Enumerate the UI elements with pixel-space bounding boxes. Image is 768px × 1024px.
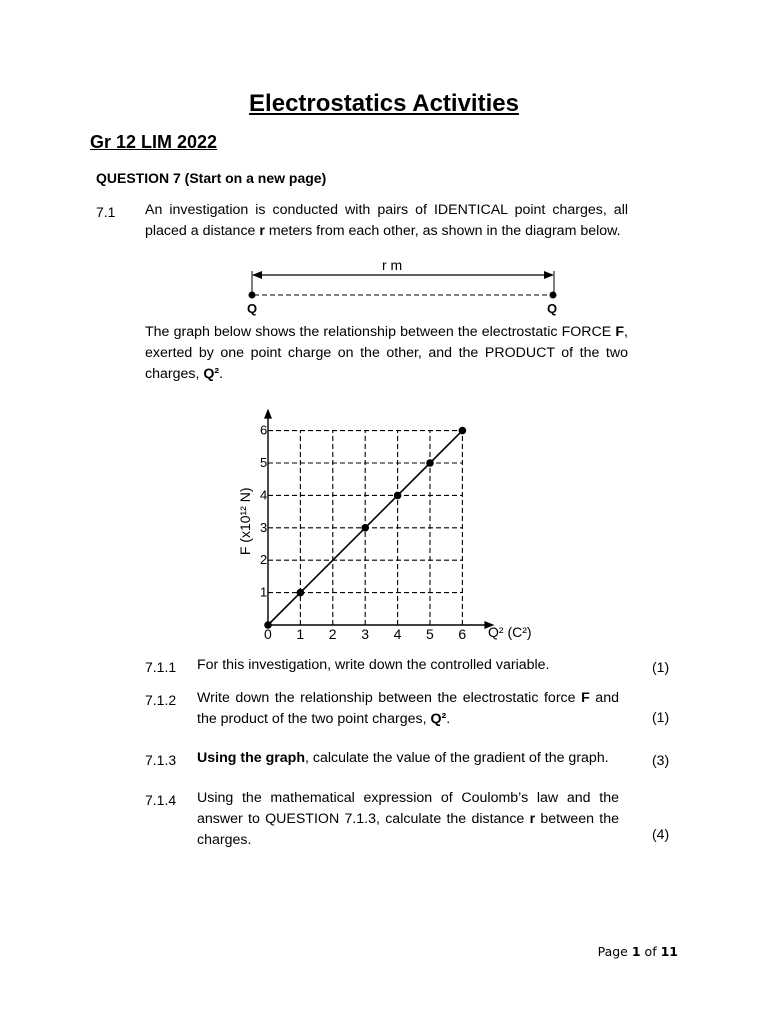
- intro-text-end: meters from each other, as shown in the diagram below.: [264, 223, 621, 239]
- question-7-1-intro: [145, 200, 628, 242]
- force-vs-charge-graph: [230, 395, 570, 650]
- x-tick-label: 6: [458, 626, 467, 642]
- left-charge-dot: [249, 292, 256, 299]
- y-axis-label: F (x10¹² N): [237, 487, 253, 556]
- x-tick-label: 1: [296, 626, 305, 642]
- marks-7-1-1: (1): [652, 659, 670, 675]
- subquestion-7-1-3-text: [197, 748, 627, 769]
- sq2-Q: Q²: [430, 711, 447, 727]
- sq4-text: Using the mathematical expression of Coulomb’s law and the answer to QUESTION 7.1.3, calculate the distance: [197, 790, 619, 827]
- subquestion-7-1-1-text: For this investigation, write down the controlled variable.: [197, 657, 550, 673]
- y-tick-label: 1: [260, 584, 268, 600]
- intro-text: An investigation is conducted with pairs of IDENTICAL point charges, all placed a distance: [145, 202, 628, 239]
- marks-7-1-2: (1): [652, 709, 670, 725]
- sq2-text-end: .: [446, 711, 451, 727]
- sq2-text: Write down the relationship between the electrostatic force: [197, 690, 582, 706]
- x-tick-label: 3: [361, 626, 369, 642]
- arrow-head-left: [252, 271, 262, 279]
- footer-total-pages: 11: [660, 944, 678, 959]
- sq3-bold-lead: Using the graph: [197, 750, 305, 766]
- subquestion-number-7-1-1: 7.1.1: [145, 659, 177, 675]
- y-tick-label: 4: [260, 487, 268, 503]
- footer-page-word: Page: [597, 944, 628, 959]
- data-point: [394, 492, 402, 500]
- marks-7-1-4: (4): [652, 826, 670, 842]
- subquestion-7-1-4-text: [197, 788, 619, 851]
- graph-desc-text: The graph below shows the relationship between the electrostatic FORCE: [145, 324, 616, 340]
- left-charge-label: Q: [247, 301, 258, 316]
- charges-diagram: [240, 255, 570, 320]
- graph-description: [145, 322, 628, 385]
- chart-axes: [264, 409, 494, 629]
- x-axis-label: Q² (C²): [488, 624, 532, 640]
- chart-ticks: [260, 423, 466, 642]
- y-tick-label: 6: [260, 422, 268, 438]
- sq4-r: r: [529, 811, 536, 827]
- data-point: [459, 427, 467, 435]
- question-heading: QUESTION 7 (Start on a new page): [96, 170, 327, 186]
- subquestion-number-7-1-3: 7.1.3: [145, 752, 177, 768]
- question-number-7-1: 7.1: [96, 204, 116, 220]
- page-subtitle: Gr 12 LIM 2022: [90, 132, 218, 152]
- graph-desc-text-mid: , exerted by one point charge on the other, and the PRODUCT of the two charges,: [145, 324, 628, 382]
- y-axis-arrow: [264, 409, 272, 419]
- subquestion-number-7-1-2: 7.1.2: [145, 692, 177, 708]
- data-point: [426, 459, 434, 467]
- intro-r: r: [259, 223, 265, 239]
- data-point: [297, 589, 305, 597]
- right-charge-label: Q: [547, 301, 558, 316]
- y-tick-label: 5: [260, 455, 268, 470]
- distance-label: r m: [382, 257, 403, 273]
- y-tick-label: 2: [260, 552, 268, 568]
- data-point: [361, 524, 369, 532]
- page-title: Electrostatics Activities: [249, 90, 519, 117]
- arrow-head-right: [544, 271, 554, 279]
- graph-desc-F: F: [615, 324, 625, 340]
- sq4-text-end: between the charges.: [197, 811, 619, 848]
- sq2-text-mid: and the product of the two point charges,: [197, 690, 619, 727]
- footer-of-word: of: [644, 944, 657, 959]
- subquestion-7-1-2-text: [197, 688, 619, 730]
- sq3-text: , calculate the value of the gradient of the graph.: [305, 750, 609, 766]
- x-tick-label: 0: [264, 626, 272, 642]
- right-charge-dot: [550, 292, 557, 299]
- subquestion-number-7-1-4: 7.1.4: [145, 792, 177, 808]
- x-tick-label: 5: [426, 626, 434, 642]
- sq2-F: F: [581, 690, 590, 706]
- x-tick-label: 4: [393, 626, 402, 642]
- graph-desc-text-end: .: [219, 366, 224, 382]
- footer-page-number: 1: [631, 944, 641, 959]
- graph-desc-Q: Q²: [203, 366, 220, 382]
- y-tick-label: 3: [260, 519, 268, 535]
- x-tick-label: 2: [328, 626, 337, 642]
- page-footer: [598, 944, 678, 959]
- marks-7-1-3: (3): [652, 752, 670, 768]
